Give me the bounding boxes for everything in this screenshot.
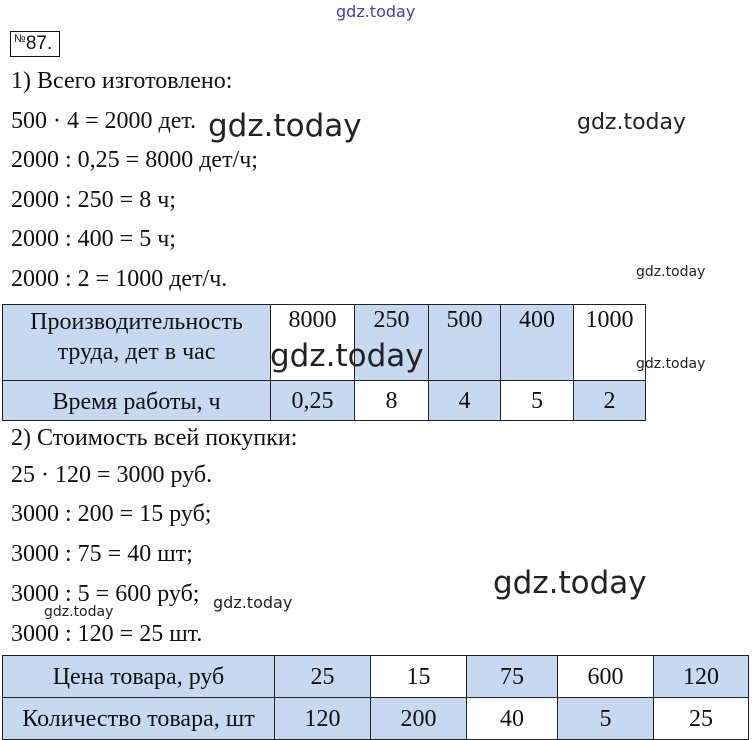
table-cell: 120 xyxy=(275,698,371,740)
watermark-5: gdz.today xyxy=(636,356,706,372)
table-cell: 0,25 xyxy=(271,381,355,421)
table-cell: 1000 xyxy=(574,305,646,381)
row-header-price: Цена товара, руб xyxy=(3,656,275,698)
problem-number-badge xyxy=(10,31,60,57)
row-header-line-1: Производительность xyxy=(30,309,243,335)
watermark-7: gdz.today xyxy=(213,593,293,612)
table-cell: 25 xyxy=(275,656,371,698)
part2-line-5: 3000 : 120 = 25 шт. xyxy=(11,621,203,647)
part2-line-1: 25 · 120 = 3000 руб. xyxy=(11,462,213,488)
watermark-3: gdz.today xyxy=(636,264,706,280)
table-cell: 25 xyxy=(654,698,749,740)
table-row xyxy=(3,381,646,421)
table-cell: 2 xyxy=(574,381,646,421)
table-cell: 5 xyxy=(558,698,654,740)
table-row xyxy=(3,656,749,698)
table-cell: 500 xyxy=(429,305,501,381)
part1-heading: 1) Всего изготовлено: xyxy=(11,68,233,94)
part2-heading: 2) Стоимость всей покупки: xyxy=(11,425,298,451)
row-header-work-time: Время работы, ч xyxy=(3,381,271,421)
table-cell: 400 xyxy=(501,305,574,381)
watermark-2: gdz.today xyxy=(577,110,687,135)
watermark-6: gdz.today xyxy=(493,565,647,601)
table-cell: 200 xyxy=(371,698,467,740)
row-header-productivity xyxy=(3,305,271,381)
part2-line-4: 3000 : 5 = 600 руб; xyxy=(11,581,200,607)
price-quantity-table xyxy=(2,655,749,740)
table-cell: 250 xyxy=(355,305,429,381)
watermark-8: gdz.today xyxy=(44,604,114,620)
problem-number: 87. xyxy=(25,33,53,54)
table-cell: 75 xyxy=(467,656,558,698)
table-cell: 600 xyxy=(558,656,654,698)
part1-line-2: 2000 : 0,25 = 8000 дет/ч; xyxy=(11,147,258,173)
part1-line-4: 2000 : 400 = 5 ч; xyxy=(11,226,176,252)
part1-line-5: 2000 : 2 = 1000 дет/ч. xyxy=(11,266,228,292)
watermark-1: gdz.today xyxy=(208,108,362,144)
table-cell: 120 xyxy=(654,656,749,698)
part1-line-1: 500 · 4 = 2000 дет. xyxy=(11,108,197,134)
table-cell: 8000 xyxy=(271,305,355,381)
table-cell: 40 xyxy=(467,698,558,740)
table-cell: 5 xyxy=(501,381,574,421)
row-header-quantity: Количество товара, шт xyxy=(3,698,275,740)
table-row xyxy=(3,698,749,740)
table-cell: 15 xyxy=(371,656,467,698)
watermark-4: gdz.today xyxy=(270,338,424,374)
table-cell: 4 xyxy=(429,381,501,421)
part2-line-2: 3000 : 200 = 15 руб; xyxy=(11,501,212,527)
watermark-top: gdz.today xyxy=(336,2,416,21)
row-header-line-2: труда, дет в час xyxy=(57,339,216,365)
table-cell: 8 xyxy=(355,381,429,421)
number-sign: № xyxy=(14,33,26,45)
part2-line-3: 3000 : 75 = 40 шт; xyxy=(11,541,193,567)
part1-line-3: 2000 : 250 = 8 ч; xyxy=(11,187,176,213)
